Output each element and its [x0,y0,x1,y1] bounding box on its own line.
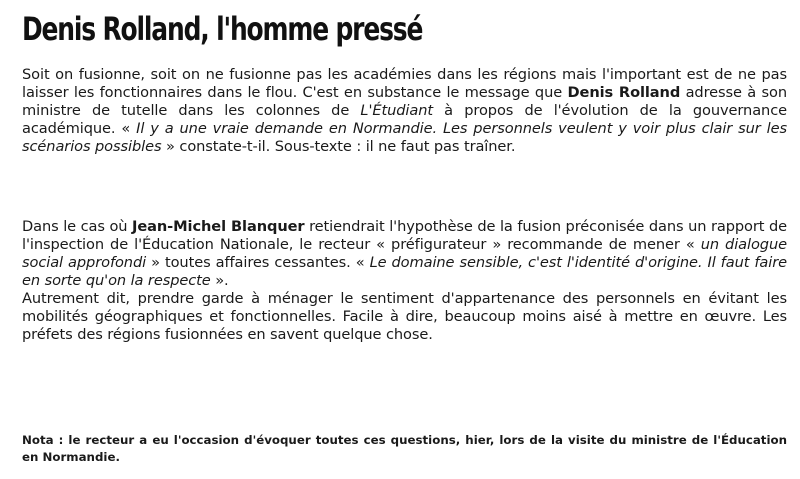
p1-text-2: adresse à son ministre de tutelle dans les colonnes de [22,84,787,119]
p1-quote: Il y a une vraie demande en Normandie. Les personnels veulent y voir plus clair sur les scénarios possibles [22,120,787,155]
p2-text-3: » toutes affaires cessantes. « [146,254,370,271]
p2-text-4: ». [210,272,229,289]
p1-text-1: Soit on fusionne, soit on ne fusionne pas les académies dans les régions mais l'important est de ne pas laisser les fonctionnaires dans le flou. C'est en substance le message que [22,66,787,101]
p2-quote-2: Le domaine sensible, c'est l'identité d'origine. Il faut faire en sorte qu'on la respecte [22,254,787,289]
nota-footnote: Nota : le recteur a eu l'occasion d'évoquer toutes ces questions, hier, lors de la visite du ministre de l'Éducation en Normandie. [22,433,787,464]
publication-name: L'Étudiant [360,102,433,119]
name-denis-rolland: Denis Rolland [567,84,681,101]
p2-quote-1: un dialogue social approfondi [22,236,787,271]
p1-text-4: » constate-t-il. Sous-texte : il ne faut pas traîner. [161,138,516,155]
paragraph-fusion [22,218,787,290]
p2-text-2: retiendrait l'hypothèse de la fusion préconisée dans un rapport de l'inspection de l'Éducation Nationale, le recteur « préfigurateur » recommande de mener « [22,218,787,253]
paragraph-intro [22,66,787,156]
article-headline: Denis Rolland, l'homme pressé [22,10,423,48]
p2-text-1: Dans le cas où [22,218,133,235]
paragraph-autrement-dit: Autrement dit, prendre garde à ménager le sentiment d'appartenance des personnels en évitant les mobilités géographiques et fonctionnelles. Facile à dire, beaucoup moins aisé à mettre en œuvre. Les préfets des régions fusionnées en savent quelque chose. [22,290,787,343]
name-jean-michel-blanquer: Jean-Michel Blanquer [132,218,305,235]
paragraph-block-2 [22,218,787,344]
p1-text-3: à propos de l'évolution de la gouvernance académique. « [22,102,788,137]
